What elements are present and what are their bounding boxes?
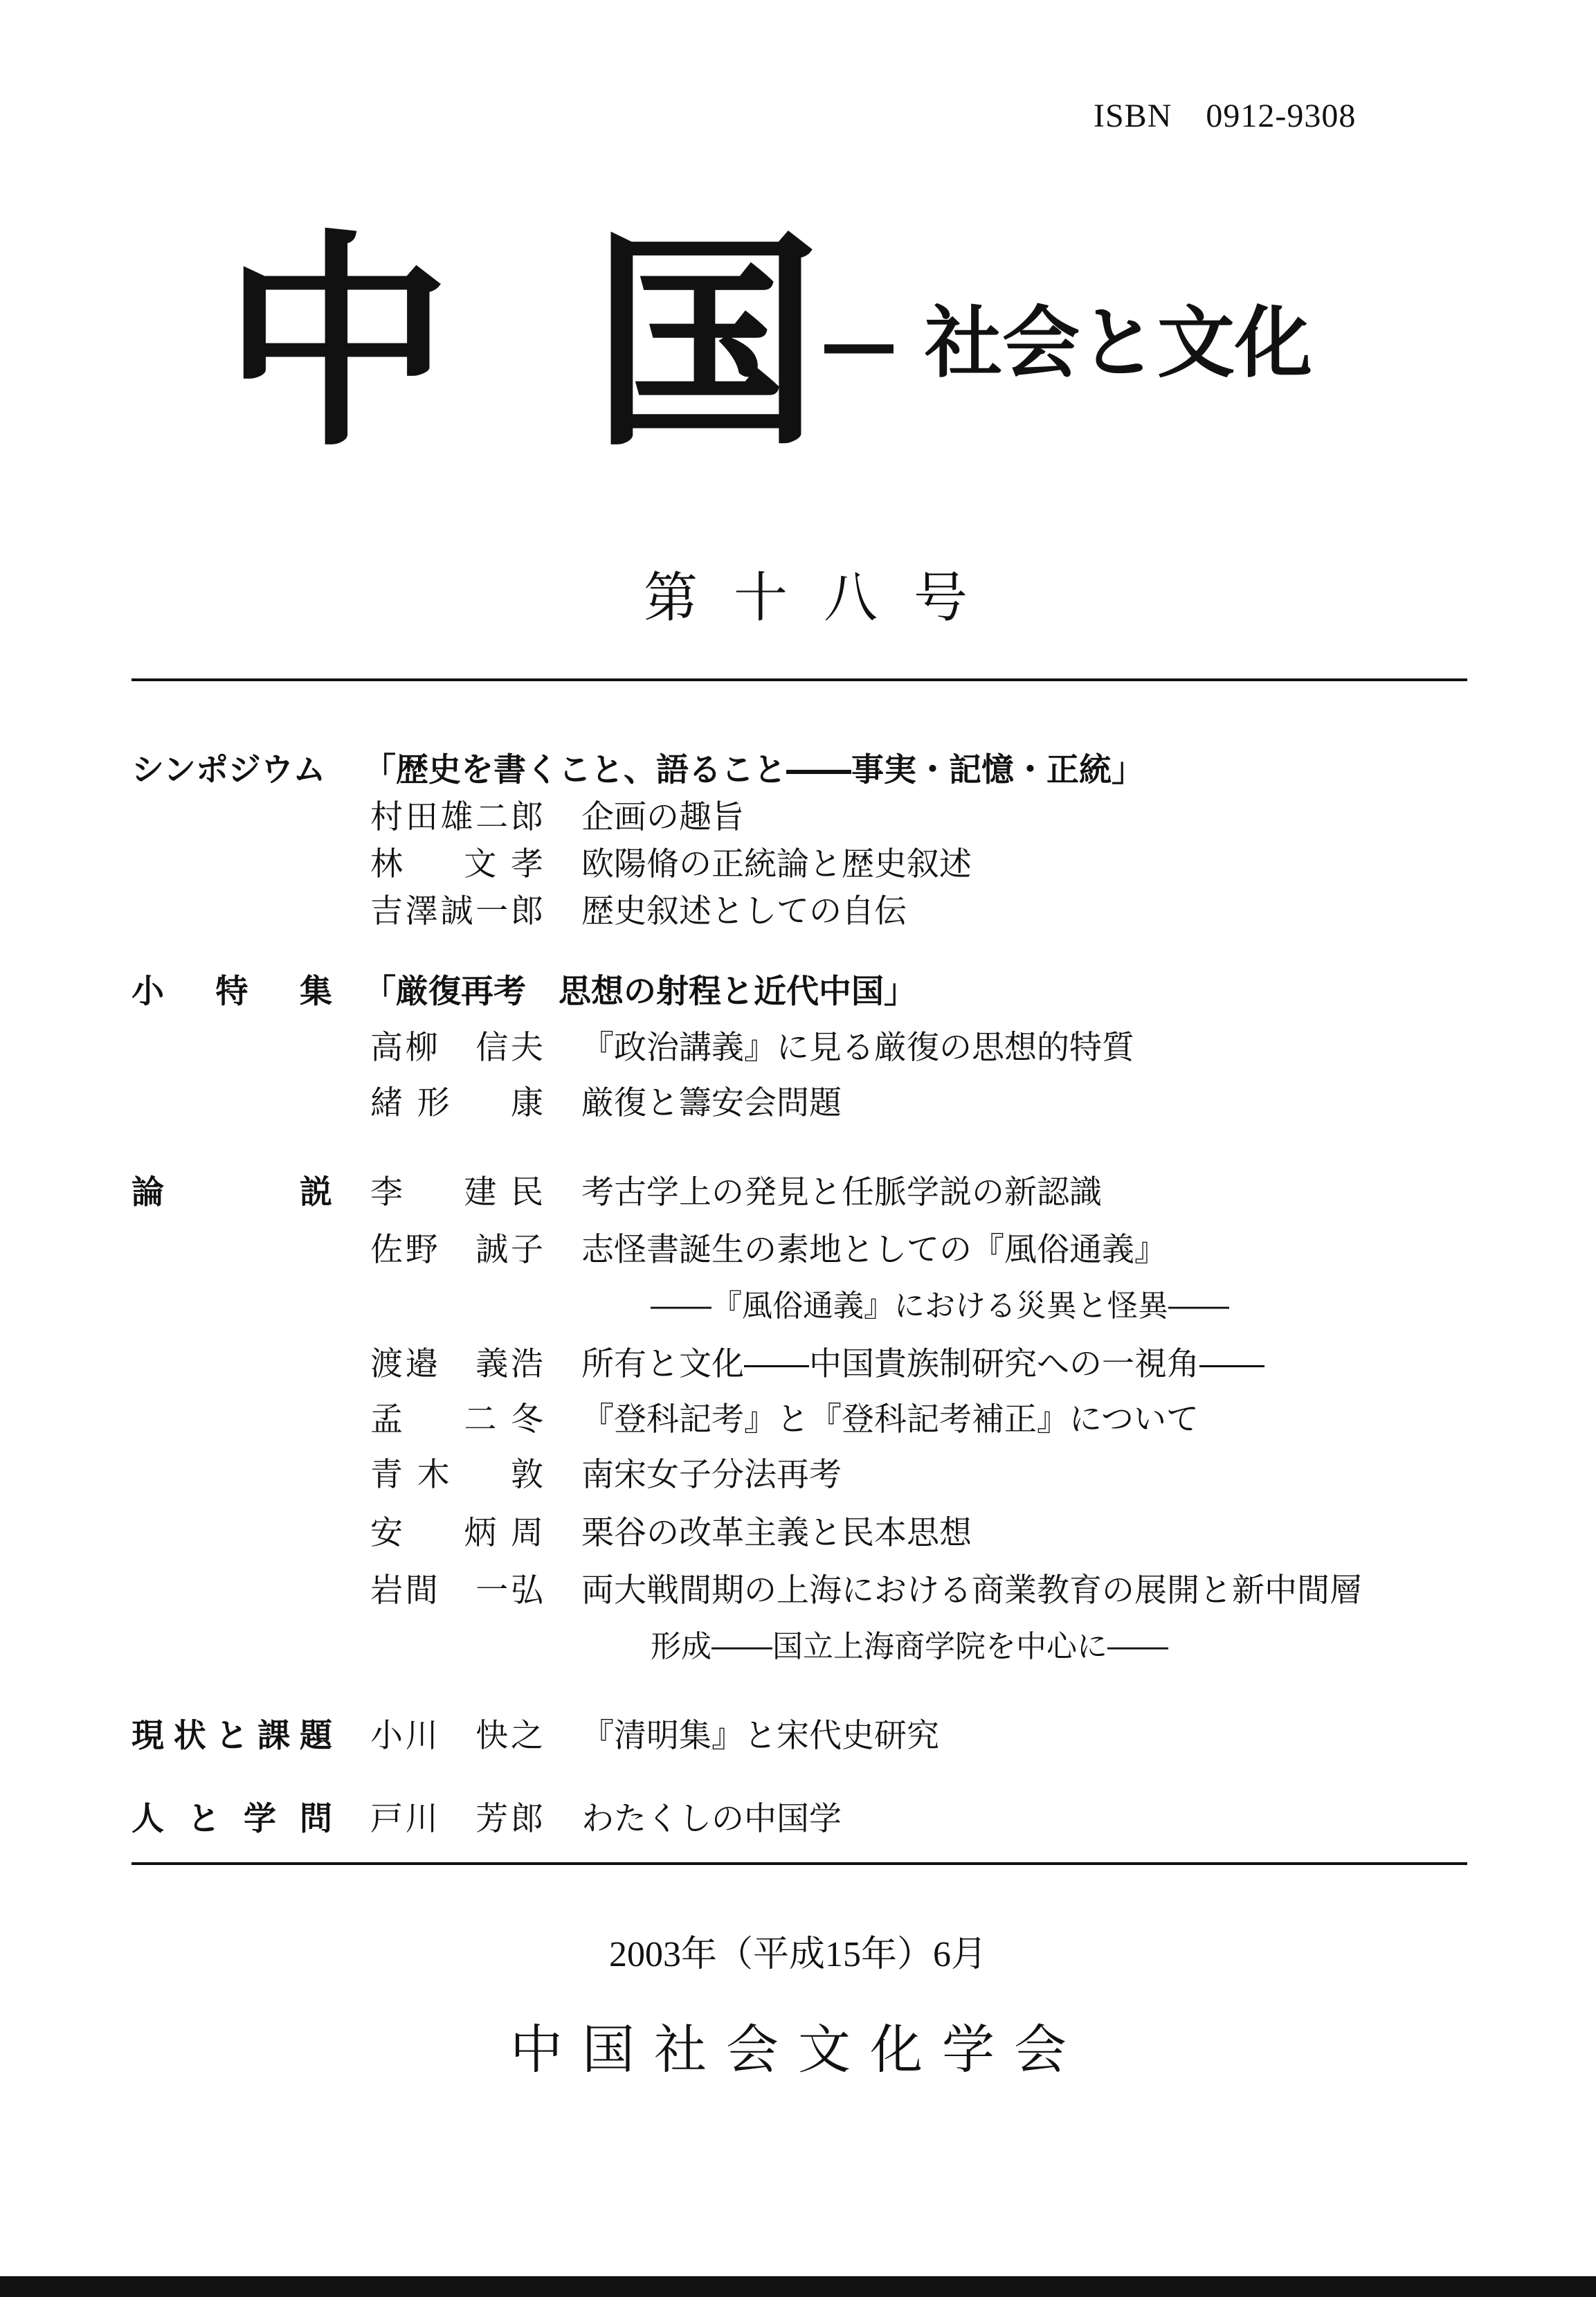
section-label: 人と学問	[132, 1800, 332, 1838]
author: 岩間 一弘	[370, 1571, 543, 1610]
author: 林 文孝	[370, 845, 543, 883]
author: 李 建民	[370, 1173, 543, 1211]
article-title: 欧陽脩の正統論と歴史叙述	[581, 845, 972, 883]
section-title: 「歴史を書くこと、語ること――事実・記憶・正統」	[363, 751, 1144, 789]
article-title: 『政治講義』に見る厳復の思想的特質	[581, 1029, 1134, 1067]
author: 佐野 誠子	[370, 1231, 543, 1269]
section-label: 論説	[132, 1173, 332, 1211]
issue-number: 第十八号	[644, 567, 1004, 629]
article-title: 厳復と籌安会問題	[581, 1084, 842, 1122]
article-title: 『清明集』と宋代史研究	[581, 1717, 939, 1755]
article-subtitle: ――『風俗通義』における災異と怪異――	[651, 1288, 1229, 1324]
publisher: 中国社会文化学会	[510, 2019, 1086, 2080]
article-title: 両大戦間期の上海における商業教育の展開と新中間層	[581, 1571, 1362, 1610]
article-title: 歴史叙述としての自伝	[581, 892, 907, 930]
article-title: 考古学上の発見と任脈学説の新認識	[581, 1173, 1102, 1211]
author: 青木 敦	[370, 1456, 543, 1494]
journal-title-char-1: 中	[223, 208, 451, 477]
author: 高柳 信夫	[370, 1029, 543, 1067]
section-label: シンポジウム	[132, 751, 326, 789]
author: 安 炳周	[370, 1514, 543, 1552]
article-subtitle: 形成――国立上海商学院を中心に――	[651, 1629, 1168, 1664]
article-title: 『登科記考』と『登科記考補正』について	[581, 1400, 1199, 1439]
author: 戸川 芳郎	[370, 1800, 543, 1838]
section-title: 「厳復再考 思想の射程と近代中国」	[363, 973, 916, 1011]
publication-date: 2003年（平成15年）6月	[608, 1935, 987, 1974]
article-title: 企画の趣旨	[581, 798, 744, 836]
article-title: 栗谷の改革主義と民本思想	[581, 1514, 972, 1552]
isbn: ISBN 0912-9308	[1094, 98, 1357, 134]
author: 村田雄二郎	[370, 798, 543, 836]
article-title: 南宋女子分法再考	[581, 1456, 842, 1494]
bottom-rule	[132, 1862, 1467, 1865]
top-rule	[132, 678, 1467, 681]
author: 孟 二冬	[370, 1400, 543, 1439]
author: 緒形 康	[370, 1084, 543, 1122]
article-title: 志怪書誕生の素地としての『風俗通義』	[581, 1231, 1167, 1269]
section-label: 現状と課題	[132, 1717, 332, 1755]
journal-title-char-2: 国	[592, 208, 820, 477]
journal-subtitle: — 社会と文化	[820, 298, 1312, 388]
author: 小川 快之	[370, 1717, 543, 1755]
scan-edge-bar	[0, 2276, 1596, 2297]
author: 吉澤誠一郎	[370, 892, 543, 930]
author: 渡邉 義浩	[370, 1345, 543, 1383]
section-label: 小特集	[132, 973, 332, 1011]
article-title: わたくしの中国学	[581, 1800, 842, 1838]
article-title: 所有と文化――中国貴族制研究への一視角――	[581, 1345, 1264, 1383]
